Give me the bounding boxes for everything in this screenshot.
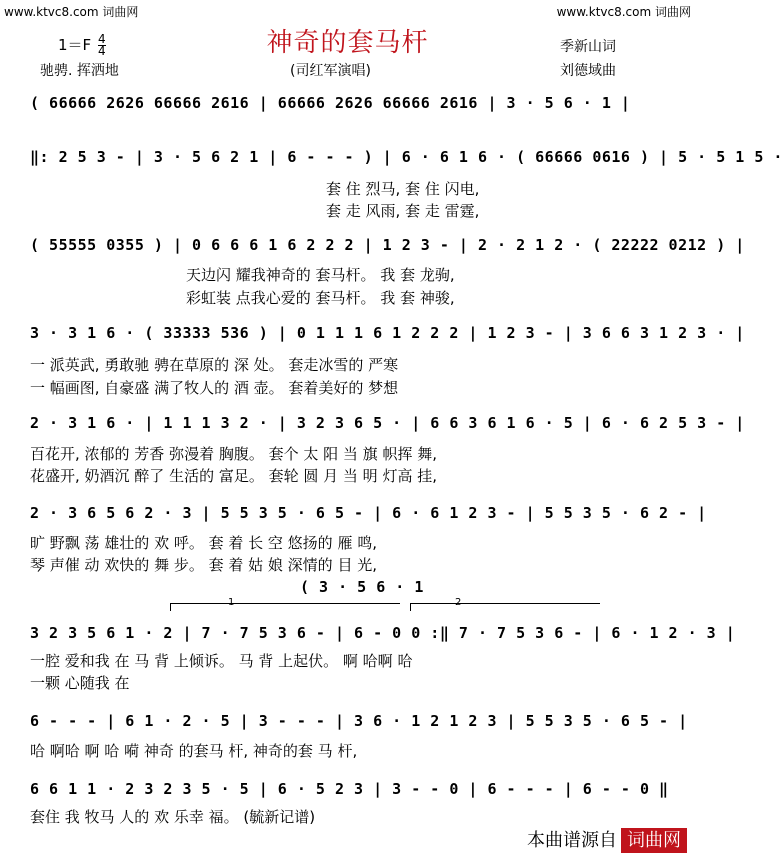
notation-line-10: 6 6 1 1 · 2 3 2 3 5 · 5 | 6 · 5 2 3 | 3 - - 0 | 6 - - - | 6 - - 0 ‖	[30, 780, 669, 798]
notation-line-5: 2 · 3 1 6 · | 1 1 1 3 2 · | 3 2 3 6 5 · | 6 6 3 6 1 6 · 5 | 6 · 6 2 5 3 - |	[30, 414, 745, 432]
key-label: 1＝F	[58, 36, 92, 54]
lyrics-line-9a: 哈 啊哈 啊 哈 嗬 神奇 的套马 杆, 神奇的套 马 杆,	[30, 742, 358, 760]
lyrics-line-10a: 套住 我 牧马 人的 欢 乐幸 福。 (毓新记谱)	[30, 808, 316, 826]
time-signature	[98, 34, 106, 57]
footer-source-text: 本曲谱源自	[527, 830, 617, 851]
lyrics-line-8b: 一颗 心随我 在	[30, 674, 130, 692]
song-title: 神奇的套马杆	[266, 28, 429, 58]
volta-bracket-2-start	[410, 603, 411, 611]
notation-line-1: ( 66666 2626 66666 2616 | 66666 2626 66666 2616 | 3 · 5 6 · 1 |	[30, 94, 631, 112]
composer-credit: 刘德域曲	[560, 63, 616, 79]
volta-label-2: 2	[455, 597, 462, 608]
lyrics-line-3b: 彩虹装 点我心爱的 套马杆。 我 套 神骏,	[186, 289, 455, 307]
watermark-right: www.ktvc8.com 词曲网	[556, 5, 691, 19]
lyrics-line-5a: 百花开, 浓郁的 芳香 弥漫着 胸腹。 套个 太 阳 当 旗 帜挥 舞,	[30, 445, 437, 463]
footer-source	[527, 826, 687, 852]
notation-line-6: 2 · 3 6 5 6 2 · 3 | 5 5 3 5 · 6 5 - | 6 · 6 1 2 3 - | 5 5 3 5 · 6 2 - |	[30, 504, 707, 522]
lyricist-credit: 季新山词	[560, 39, 616, 55]
key-signature	[58, 34, 106, 57]
volta-bracket-1	[170, 603, 400, 604]
lyrics-line-2b: 套 走 风雨, 套 走 雷霆,	[326, 202, 480, 220]
lyrics-line-6a: 旷 野飘 荡 雄壮的 欢 呼。 套 着 长 空 悠扬的 雁 鸣,	[30, 534, 377, 552]
lyrics-line-3a: 天边闪 耀我神奇的 套马杆。 我 套 龙驹,	[186, 266, 455, 284]
volta-label-1: 1	[228, 597, 235, 608]
time-denominator: 4	[97, 44, 106, 58]
singer-credit: (司红军演唱)	[290, 63, 371, 79]
lyrics-line-2a: 套 住 烈马, 套 住 闪电,	[326, 180, 480, 198]
notation-line-3: ( 55555 0355 ) | 0 6 6 6 1 6 2 2 2 | 1 2 3 - | 2 · 2 1 2 · ( 22222 0212 ) |	[30, 236, 745, 254]
lyrics-line-6b: 琴 声催 动 欢快的 舞 步。 套 着 姑 娘 深情的 目 光,	[30, 556, 377, 574]
time-numerator: 4	[97, 32, 106, 46]
notation-line-7: ( 3 · 5 6 · 1	[300, 578, 424, 596]
volta-bracket-1-start	[170, 603, 171, 611]
lyrics-line-8a: 一腔 爱和我 在 马 背 上倾诉。 马 背 上起伏。 啊 哈啊 哈	[30, 652, 413, 670]
volta-bracket-2	[410, 603, 600, 604]
lyrics-line-4b: 一 幅画图, 自豪盛 满了牧人的 酒 壶。 套着美好的 梦想	[30, 379, 399, 397]
notation-line-2: ‖: 2 5 3 - | 3 · 5 6 2 1 | 6 - - - ) | 6 · 6 1 6 · ( 66666 0616 ) | 5 · 5 1 5 ·	[30, 148, 783, 166]
notation-line-9: 6 - - - | 6 1 · 2 · 5 | 3 - - - | 3 6 · 1 2 1 2 3 | 5 5 3 5 · 6 5 - |	[30, 712, 688, 730]
tempo-marking: 驰骋. 挥洒地	[40, 63, 119, 79]
notation-line-4: 3 · 3 1 6 · ( 33333 536 ) | 0 1 1 1 6 1 2 2 2 | 1 2 3 - | 3 6 6 3 1 2 3 · |	[30, 324, 745, 342]
lyrics-line-4a: 一 派英武, 勇敢驰 骋在草原的 深 处。 套走冰雪的 严寒	[30, 356, 399, 374]
lyrics-line-5b: 花盛开, 奶酒沉 醉了 生活的 富足。 套轮 圆 月 当 明 灯高 挂,	[30, 467, 437, 485]
footer-brand-logo[interactable]: 词曲网	[621, 828, 687, 853]
notation-line-8: 3 2 3 5 6 1 · 2 | 7 · 7 5 3 6 - | 6 - 0 0 :‖ 7 · 7 5 3 6 - | 6 · 1 2 · 3 |	[30, 624, 736, 642]
watermark-left: www.ktvc8.com 词曲网	[4, 5, 139, 19]
